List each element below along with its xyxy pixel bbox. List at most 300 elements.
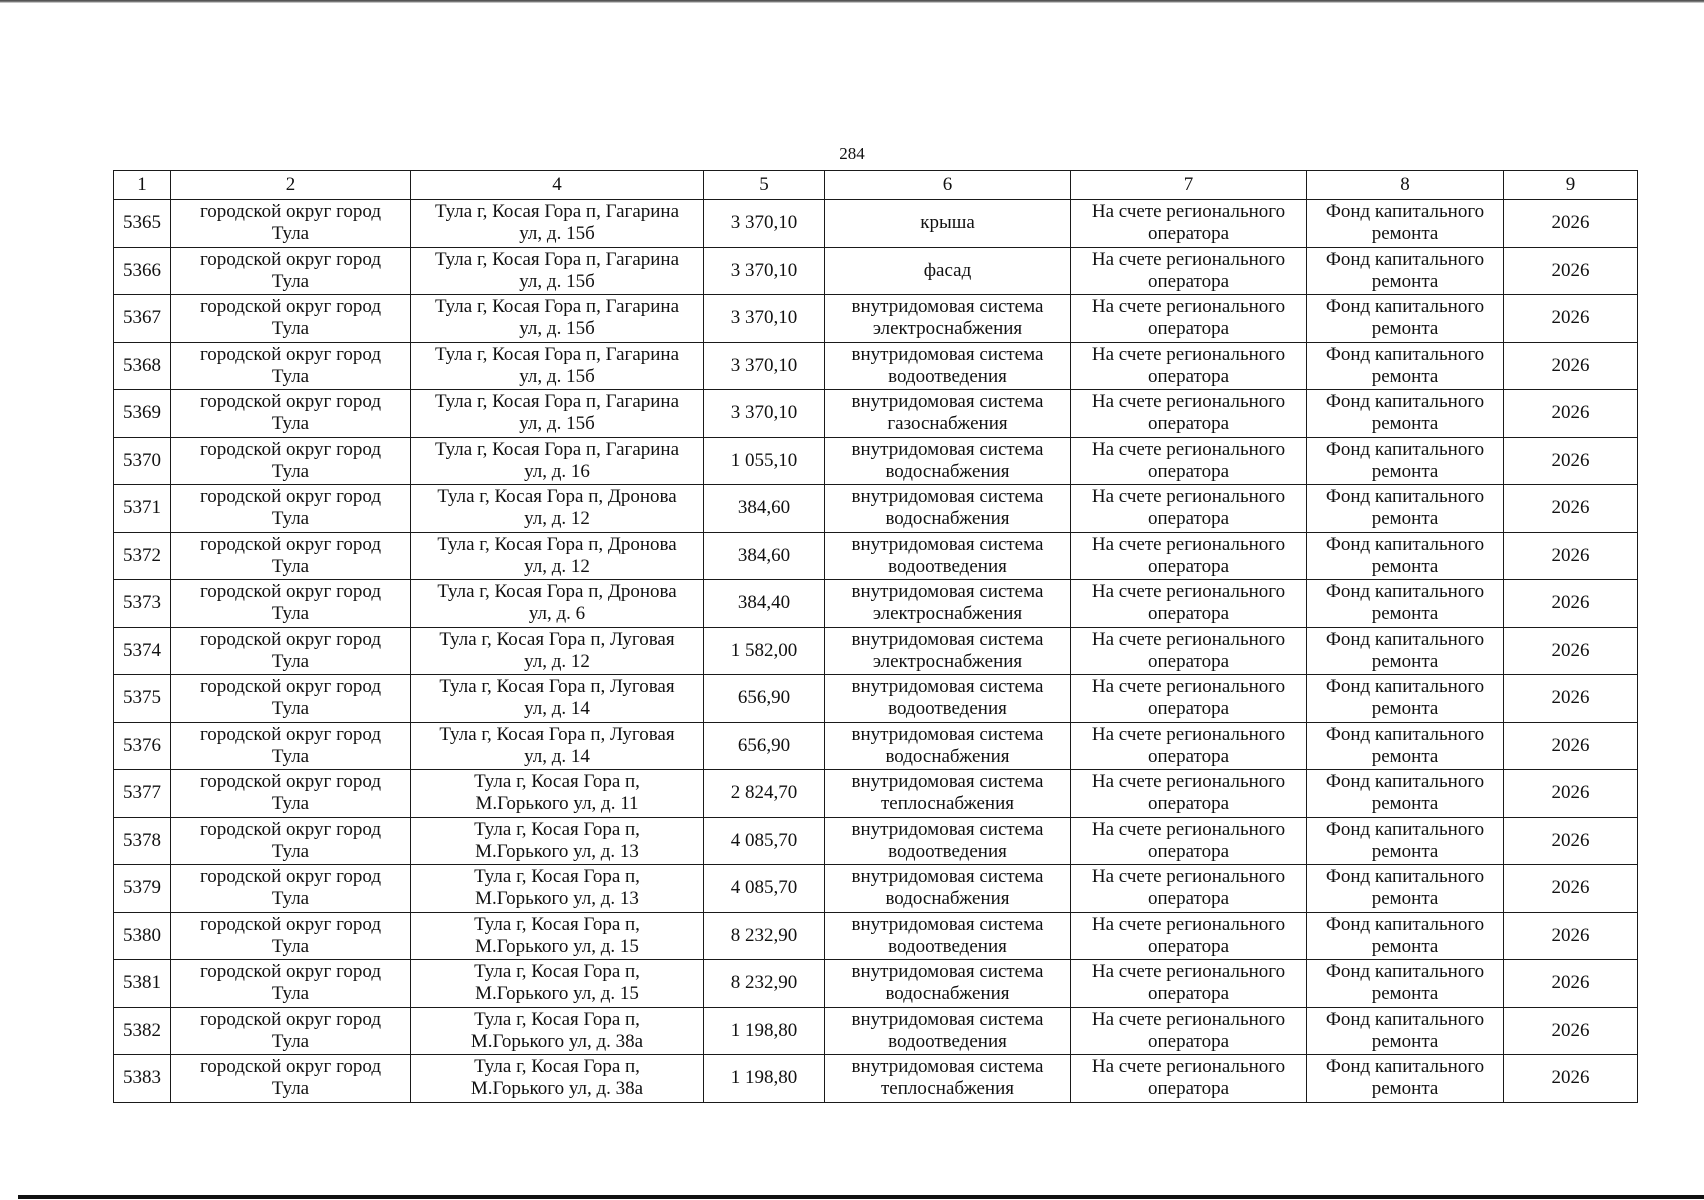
cell-record-number: 5380 [114,912,171,960]
cell-address [411,1055,704,1103]
table-row [114,532,1638,580]
cell-address-line: ул, д. 16 [524,460,590,482]
cell-operator-line: ремонта [1371,650,1439,672]
cell-work-type [825,247,1071,295]
cell-operator [1307,865,1504,913]
cell-operator-line: Фонд капитального [1325,343,1485,365]
cell-record-number: 5374 [114,627,171,675]
cell-address-line: Тула г, Косая Гора п, [474,913,640,935]
cell-address-line: ул, д. 12 [524,508,590,530]
cell-address-line: ул, д. 14 [524,745,590,767]
cell-work-type-line: фасад [923,259,972,281]
cell-work-type-line: водоотведения [888,555,1007,577]
cell-operator [1307,960,1504,1008]
cell-municipality-line: городской округ город [199,676,382,698]
column-header: 1 [114,171,171,200]
scan-edge-top [0,0,1704,3]
cell-work-type [825,295,1071,343]
cell-account [1071,200,1307,248]
cell-operator [1307,675,1504,723]
cell-account-line: На счете регионального [1091,723,1286,745]
cell-record-number: 5382 [114,1007,171,1055]
table-row [114,390,1638,438]
cell-municipality [171,200,411,248]
cell-work-type [825,437,1071,485]
cell-address [411,722,704,770]
cell-municipality [171,865,411,913]
cell-account-line: оператора [1147,888,1230,910]
cell-work-type [825,627,1071,675]
cell-municipality [171,627,411,675]
cell-operator-line: Фонд капитального [1325,1056,1485,1078]
cell-municipality-line: городской округ город [199,1008,382,1030]
cell-work-type-line: газоснабжения [887,413,1008,435]
cell-year: 2026 [1504,247,1638,295]
cell-operator [1307,817,1504,865]
cell-address-line: ул, д. 6 [528,603,586,625]
cell-address-line: Тула г, Косая Гора п, Гагарина [434,391,680,413]
table-row [114,247,1638,295]
cell-work-type-line: водоснабжения [885,460,1010,482]
cell-address [411,390,704,438]
cell-address-line: ул, д. 14 [524,698,590,720]
cell-address-line: М.Горького ул, д. 15 [475,983,639,1005]
cell-address [411,342,704,390]
cell-area: 384,60 [704,532,825,580]
table-row [114,580,1638,628]
column-header: 7 [1071,171,1307,200]
cell-work-type-line: внутридомовая система [851,676,1044,698]
table-row [114,1055,1638,1103]
cell-work-type-line: внутридомовая система [851,866,1044,888]
cell-address-line: ул, д. 12 [524,650,590,672]
cell-municipality [171,722,411,770]
table-row [114,342,1638,390]
cell-address-line: Тула г, Косая Гора п, Дронова [437,533,677,555]
cell-record-number: 5375 [114,675,171,723]
cell-work-type [825,960,1071,1008]
cell-address-line: ул, д. 15б [519,413,595,435]
cell-year: 2026 [1504,200,1638,248]
cell-work-type [825,485,1071,533]
cell-address-line: Тула г, Косая Гора п, Гагарина [434,343,680,365]
cell-work-type-line: внутридомовая система [851,296,1044,318]
cell-record-number: 5369 [114,390,171,438]
cell-record-number: 5373 [114,580,171,628]
cell-operator [1307,912,1504,960]
cell-address-line: Тула г, Косая Гора п, [474,818,640,840]
cell-municipality-line: городской округ город [199,1056,382,1078]
cell-operator-line: ремонта [1371,1078,1439,1100]
cell-operator-line: ремонта [1371,793,1439,815]
cell-account-line: оператора [1147,745,1230,767]
cell-record-number: 5376 [114,722,171,770]
cell-account [1071,675,1307,723]
cell-municipality [171,390,411,438]
cell-municipality [171,770,411,818]
cell-account-line: оператора [1147,935,1230,957]
cell-address-line: М.Горького ул, д. 13 [475,888,639,910]
cell-work-type [825,912,1071,960]
cell-account-line: оператора [1147,840,1230,862]
column-header: 2 [171,171,411,200]
cell-account-line: На счете регионального [1091,296,1286,318]
cell-address-line: ул, д. 15б [519,318,595,340]
cell-account [1071,437,1307,485]
cell-address-line: ул, д. 12 [524,555,590,577]
cell-area: 3 370,10 [704,390,825,438]
cell-operator [1307,295,1504,343]
cell-operator-line: Фонд капитального [1325,628,1485,650]
cell-municipality-line: Тула [271,888,310,910]
cell-operator-line: Фонд капитального [1325,676,1485,698]
cell-account-line: оператора [1147,603,1230,625]
cell-work-type [825,532,1071,580]
cell-address [411,1007,704,1055]
cell-work-type [825,342,1071,390]
cell-work-type-line: крыша [920,212,975,234]
cell-address [411,295,704,343]
cell-address-line: Тула г, Косая Гора п, Луговая [439,628,675,650]
cell-area: 384,60 [704,485,825,533]
cell-address-line: Тула г, Косая Гора п, Дронова [437,486,677,508]
cell-address [411,912,704,960]
cell-area: 3 370,10 [704,200,825,248]
cell-account-line: На счете регионального [1091,248,1286,270]
cell-municipality-line: городской округ город [199,201,382,223]
cell-work-type-line: внутридомовая система [851,628,1044,650]
cell-municipality-line: городской округ город [199,913,382,935]
cell-municipality-line: городской округ город [199,486,382,508]
cell-operator-line: Фонд капитального [1325,201,1485,223]
cell-municipality [171,1055,411,1103]
cell-work-type-line: электроснабжения [872,650,1023,672]
cell-municipality-line: Тула [271,935,310,957]
cell-year: 2026 [1504,770,1638,818]
cell-area: 656,90 [704,722,825,770]
cell-work-type-line: водоотведения [888,1030,1007,1052]
cell-address [411,627,704,675]
cell-year: 2026 [1504,960,1638,1008]
cell-account-line: На счете регионального [1091,628,1286,650]
cell-operator-line: ремонта [1371,1030,1439,1052]
cell-account-line: На счете регионального [1091,391,1286,413]
cell-municipality-line: Тула [271,413,310,435]
column-header: 9 [1504,171,1638,200]
cell-work-type [825,580,1071,628]
cell-municipality [171,437,411,485]
cell-operator-line: ремонта [1371,223,1439,245]
cell-address-line: Тула г, Косая Гора п, [474,866,640,888]
cell-account [1071,770,1307,818]
cell-account-line: оператора [1147,1078,1230,1100]
cell-municipality-line: городской округ город [199,866,382,888]
cell-area: 1 582,00 [704,627,825,675]
table-row [114,485,1638,533]
cell-municipality [171,580,411,628]
cell-operator-line: ремонта [1371,698,1439,720]
cell-address-line: Тула г, Косая Гора п, Дронова [437,581,677,603]
cell-work-type-line: электроснабжения [872,318,1023,340]
cell-account-line: На счете регионального [1091,818,1286,840]
cell-operator [1307,1055,1504,1103]
cell-account-line: На счете регионального [1091,913,1286,935]
cell-year: 2026 [1504,390,1638,438]
cell-area: 4 085,70 [704,865,825,913]
cell-area: 8 232,90 [704,960,825,1008]
cell-address-line: Тула г, Косая Гора п, Гагарина [434,201,680,223]
cell-account [1071,1055,1307,1103]
table-row [114,295,1638,343]
cell-address [411,817,704,865]
cell-operator-line: ремонта [1371,603,1439,625]
cell-work-type-line: внутридомовая система [851,913,1044,935]
cell-year: 2026 [1504,342,1638,390]
cell-account-line: На счете регионального [1091,438,1286,460]
cell-municipality [171,912,411,960]
cell-operator-line: ремонта [1371,935,1439,957]
cell-work-type-line: внутридомовая система [851,771,1044,793]
cell-address [411,437,704,485]
cell-account [1071,580,1307,628]
cell-operator [1307,1007,1504,1055]
cell-work-type-line: внутридомовая система [851,486,1044,508]
cell-operator-line: ремонта [1371,745,1439,767]
cell-operator-line: ремонта [1371,365,1439,387]
cell-account-line: оператора [1147,318,1230,340]
cell-municipality-line: городской округ город [199,581,382,603]
cell-operator-line: Фонд капитального [1325,486,1485,508]
column-header: 6 [825,171,1071,200]
cell-work-type-line: внутридомовая система [851,343,1044,365]
cell-operator-line: Фонд капитального [1325,818,1485,840]
cell-account [1071,865,1307,913]
cell-operator-line: ремонта [1371,840,1439,862]
cell-account [1071,342,1307,390]
cell-record-number: 5371 [114,485,171,533]
cell-address-line: М.Горького ул, д. 38а [470,1078,644,1100]
cell-operator-line: Фонд капитального [1325,438,1485,460]
cell-account-line: оператора [1147,555,1230,577]
page-number: 284 [839,144,865,163]
cell-work-type-line: водоотведения [888,840,1007,862]
cell-year: 2026 [1504,295,1638,343]
cell-work-type-line: внутридомовая система [851,818,1044,840]
cell-record-number: 5381 [114,960,171,1008]
table-row [114,722,1638,770]
cell-operator-line: ремонта [1371,460,1439,482]
cell-account-line: На счете регионального [1091,771,1286,793]
cell-year: 2026 [1504,1055,1638,1103]
cell-address-line: Тула г, Косая Гора п, [474,961,640,983]
cell-operator [1307,722,1504,770]
cell-operator [1307,532,1504,580]
cell-operator-line: Фонд капитального [1325,533,1485,555]
cell-record-number: 5367 [114,295,171,343]
cell-account-line: На счете регионального [1091,961,1286,983]
cell-address-line: Тула г, Косая Гора п, Луговая [439,723,675,745]
cell-year: 2026 [1504,627,1638,675]
cell-address-line: М.Горького ул, д. 13 [475,840,639,862]
cell-account [1071,722,1307,770]
cell-work-type-line: водоотведения [888,698,1007,720]
cell-account [1071,960,1307,1008]
cell-record-number: 5366 [114,247,171,295]
cell-account-line: оператора [1147,365,1230,387]
column-number-header-row [114,171,1638,200]
cell-address [411,247,704,295]
cell-operator [1307,627,1504,675]
cell-work-type-line: водоотведения [888,365,1007,387]
cell-account [1071,1007,1307,1055]
cell-address [411,200,704,248]
cell-work-type [825,770,1071,818]
cell-operator [1307,200,1504,248]
cell-municipality [171,295,411,343]
table-body [114,200,1638,1103]
cell-year: 2026 [1504,865,1638,913]
cell-operator-line: Фонд капитального [1325,581,1485,603]
cell-account-line: оператора [1147,460,1230,482]
cell-municipality-line: Тула [271,793,310,815]
cell-work-type [825,817,1071,865]
cell-work-type [825,1055,1071,1103]
cell-account-line: оператора [1147,508,1230,530]
cell-account-line: оператора [1147,270,1230,292]
cell-operator-line: Фонд капитального [1325,248,1485,270]
cell-address-line: ул, д. 15б [519,365,595,387]
cell-operator [1307,247,1504,295]
cell-work-type-line: внутридомовая система [851,391,1044,413]
cell-year: 2026 [1504,437,1638,485]
column-header: 8 [1307,171,1504,200]
cell-operator-line: Фонд капитального [1325,723,1485,745]
cell-work-type-line: внутридомовая система [851,533,1044,555]
column-header: 4 [411,171,704,200]
cell-account-line: оператора [1147,650,1230,672]
cell-address [411,485,704,533]
cell-municipality [171,342,411,390]
cell-municipality-line: городской округ город [199,248,382,270]
cell-work-type-line: внутридомовая система [851,438,1044,460]
cell-municipality [171,817,411,865]
cell-operator-line: Фонд капитального [1325,866,1485,888]
cell-work-type-line: внутридомовая система [851,961,1044,983]
cell-address-line: М.Горького ул, д. 38а [470,1030,644,1052]
cell-year: 2026 [1504,485,1638,533]
cell-account-line: На счете регионального [1091,343,1286,365]
cell-work-type-line: внутридомовая система [851,581,1044,603]
cell-operator-line: ремонта [1371,413,1439,435]
cell-work-type [825,865,1071,913]
cell-area: 1 055,10 [704,437,825,485]
cell-work-type-line: внутридомовая система [851,1056,1044,1078]
cell-work-type-line: водоснабжения [885,508,1010,530]
cell-operator [1307,580,1504,628]
cell-account-line: На счете регионального [1091,866,1286,888]
cell-work-type [825,200,1071,248]
cell-operator-line: Фонд капитального [1325,296,1485,318]
cell-area: 3 370,10 [704,295,825,343]
cell-account [1071,817,1307,865]
cell-record-number: 5365 [114,200,171,248]
cell-work-type-line: водоснабжения [885,745,1010,767]
cell-address-line: Тула г, Косая Гора п, [474,1056,640,1078]
capital-repair-table [113,170,1638,1103]
cell-operator-line: ремонта [1371,983,1439,1005]
cell-operator-line: ремонта [1371,508,1439,530]
cell-account [1071,532,1307,580]
cell-account-line: На счете регионального [1091,581,1286,603]
cell-account-line: На счете регионального [1091,1008,1286,1030]
cell-municipality-line: городской округ город [199,296,382,318]
cell-account [1071,295,1307,343]
cell-year: 2026 [1504,532,1638,580]
cell-record-number: 5377 [114,770,171,818]
cell-account-line: оператора [1147,1030,1230,1052]
cell-address-line: Тула г, Косая Гора п, Гагарина [434,248,680,270]
cell-year: 2026 [1504,722,1638,770]
table-row [114,1007,1638,1055]
cell-address [411,532,704,580]
cell-municipality [171,532,411,580]
cell-work-type [825,390,1071,438]
cell-operator-line: ремонта [1371,555,1439,577]
cell-year: 2026 [1504,580,1638,628]
cell-address [411,770,704,818]
table-row [114,200,1638,248]
cell-address [411,960,704,1008]
cell-address-line: Тула г, Косая Гора п, [474,771,640,793]
cell-work-type-line: теплоснабжения [881,1078,1014,1100]
cell-area: 656,90 [704,675,825,723]
table-row [114,960,1638,1008]
cell-area: 8 232,90 [704,912,825,960]
cell-operator-line: Фонд капитального [1325,913,1485,935]
cell-municipality [171,485,411,533]
table-row [114,912,1638,960]
cell-work-type-line: теплоснабжения [881,793,1014,815]
cell-municipality-line: городской округ город [199,818,382,840]
cell-work-type-line: внутридомовая система [851,1008,1044,1030]
table-row [114,865,1638,913]
cell-address [411,580,704,628]
cell-work-type [825,722,1071,770]
table-row [114,770,1638,818]
cell-municipality [171,960,411,1008]
cell-year: 2026 [1504,1007,1638,1055]
cell-year: 2026 [1504,912,1638,960]
cell-operator-line: Фонд капитального [1325,391,1485,413]
cell-municipality-line: Тула [271,223,310,245]
cell-work-type-line: внутридомовая система [851,723,1044,745]
cell-municipality-line: Тула [271,745,310,767]
cell-address-line: Тула г, Косая Гора п, [474,1008,640,1030]
cell-municipality-line: Тула [271,365,310,387]
cell-record-number: 5383 [114,1055,171,1103]
cell-area: 3 370,10 [704,342,825,390]
cell-account [1071,485,1307,533]
cell-account-line: На счете регионального [1091,1056,1286,1078]
cell-address-line: ул, д. 15б [519,270,595,292]
cell-operator-line: Фонд капитального [1325,1008,1485,1030]
cell-account-line: На счете регионального [1091,533,1286,555]
cell-municipality-line: городской округ город [199,961,382,983]
cell-operator [1307,437,1504,485]
table-row [114,437,1638,485]
cell-account-line: оператора [1147,793,1230,815]
cell-record-number: 5370 [114,437,171,485]
